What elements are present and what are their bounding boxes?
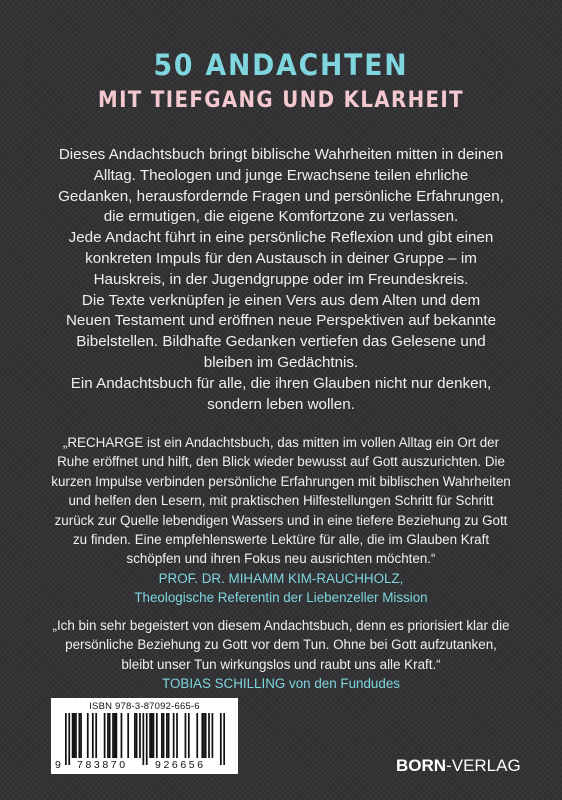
- barcode-bar: [73, 713, 75, 758]
- barcode-bar: [104, 713, 106, 758]
- barcode-bar: [78, 713, 80, 758]
- barcode-bar: [151, 713, 153, 758]
- barcode-bar: [166, 713, 168, 758]
- testimonial-1-role: Theologische Referentin der Liebenzeller Mission: [134, 590, 428, 606]
- testimonial-1-author: PROF. DR. MIHAMM KIM-RAUCHHOLZ,: [158, 570, 404, 586]
- barcode-bar: [203, 713, 205, 758]
- barcode-bar: [153, 713, 155, 758]
- barcode-bar: [185, 713, 187, 758]
- barcode-bar: [220, 713, 222, 765]
- barcode-bar: [80, 713, 82, 758]
- barcode-bar: [163, 713, 165, 758]
- barcode-bar: [107, 713, 109, 758]
- barcode-bar: [92, 713, 94, 758]
- cover-subtitle: MIT TIEFGANG UND KLARHEIT: [98, 88, 464, 113]
- testimonial-2-text: „Ich bin sehr begeistert von diesem Andachtsbuch, denn es priorisiert klar die persönliche Beziehung zu Gott vor dem Tun. Ohne bei Gott aufzutanken, bleibt unser Tun wirkungslos und raubt uns alle Kraft.“: [52, 618, 510, 672]
- barcode-bar: [121, 713, 123, 758]
- barcode-digit-first: 9: [55, 759, 61, 771]
- isbn-number: ISBN 978-3-87092-665-6: [89, 701, 200, 712]
- barcode-bar: [127, 713, 129, 758]
- barcode-bar: [134, 713, 136, 758]
- barcode-bar: [72, 713, 74, 758]
- barcode-bar: [87, 713, 89, 758]
- barcode-bar: [136, 713, 138, 758]
- barcode-bar: [95, 713, 97, 758]
- barcode-digits-left: 783870: [77, 759, 128, 771]
- barcode-digits-right: 926656: [155, 759, 206, 771]
- barcode-bar: [114, 713, 116, 758]
- barcode-bar: [208, 713, 210, 758]
- barcode-bar: [188, 713, 190, 758]
- blurb-paragraph-2: Jede Andacht führt in eine persönliche Reflexion und gibt einen konkreten Impuls für den Austausch in deiner Gruppe – im Hauskreis, in der Jugendgruppe oder im Freundeskreis.: [68, 229, 494, 288]
- barcode-bar: [139, 713, 141, 758]
- testimonial-1: [48, 433, 514, 608]
- blurb-paragraph-4: Ein Andachtsbuch für alle, die ihren Glauben nicht nur denken, sondern leben wollen.: [70, 374, 492, 413]
- barcode-bar: [65, 713, 67, 765]
- barcode-bar: [201, 713, 203, 758]
- barcode-bar: [109, 713, 111, 758]
- testimonial-2: [48, 616, 514, 694]
- barcode-bar: [68, 713, 70, 765]
- barcode-bar: [205, 713, 207, 758]
- barcode-bar: [75, 713, 77, 758]
- barcode-bars: [65, 713, 225, 765]
- blurb-description: [58, 145, 504, 415]
- barcode-bar: [212, 713, 214, 758]
- testimonial-1-text: „RECHARGE ist ein Andachtsbuch, das mitten im vollen Alltag ein Ort der Ruhe eröffnet und hilft, den Blick wieder bewusst auf Gott auszurichten. Die kurzen Impulse verbinden persönliche Erfahrungen mit biblischen Wahrheiten und helfen den Lesern, mit praktischen Hilfestellungen Schritt für Schritt zurück zur Quelle lebendigen Wassers und in eine tiefere Beziehung zu Gott zu finden. Eine empfehlenswerte Lektüre für alle, die im Glauben Kraft schöpfen und ihren Fokus neu ausrichten möchten.“: [51, 435, 511, 567]
- barcode-bar: [156, 713, 158, 758]
- publisher-name-bold: BORN: [396, 756, 447, 775]
- blurb-paragraph-3: Die Texte verknüpfen je einen Vers aus dem Alten und dem Neuen Testament und eröffnen neue Perspektiven auf bekannte Bibelstellen. Bildhafte Gedanken vertiefen das Gelesene und bleiben im Gedächtnis.: [65, 291, 497, 371]
- publisher-name-rest: -VERLAG: [446, 756, 521, 775]
- barcode-bar: [112, 713, 114, 758]
- barcode-bar: [168, 713, 170, 758]
- barcode-bar: [223, 713, 225, 765]
- barcode-bar: [142, 713, 144, 765]
- cover-title: 50 ANDACHTEN: [153, 48, 409, 82]
- isbn-barcode: [51, 698, 238, 774]
- blurb-paragraph-1: Dieses Andachtsbuch bringt biblische Wahrheiten mitten in deinen Alltag. Theologen und junge Erwachsene teilen ehrliche Gedanken, herausfordernde Fragen und persönliche Erfahrungen, die ermutigen, die eigene Komfortzone zu verlassen.: [58, 146, 504, 226]
- barcode-bar: [146, 713, 148, 765]
- barcode-bar: [176, 713, 178, 758]
- barcode-bar: [149, 713, 151, 758]
- barcode-bar: [173, 713, 175, 758]
- barcode-bar: [161, 713, 163, 758]
- barcode-bar: [196, 713, 198, 758]
- testimonial-2-author: TOBIAS SCHILLING von den Fundudes: [162, 676, 400, 692]
- publisher-logo: [396, 756, 521, 776]
- barcode-bar: [116, 713, 118, 758]
